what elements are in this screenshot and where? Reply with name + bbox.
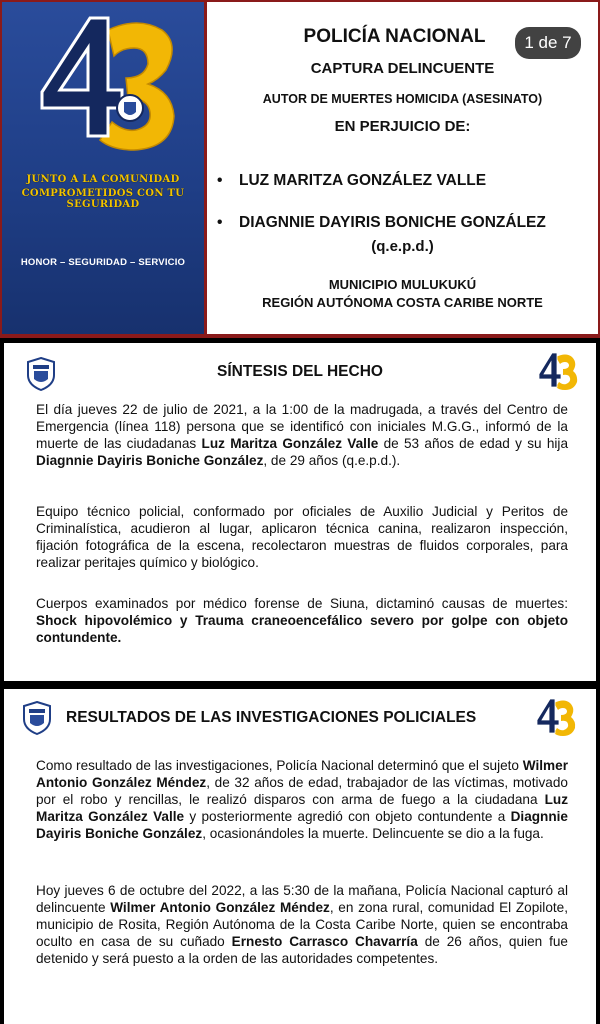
- motto-line-1: JUNTO A LA COMUNIDAD: [26, 174, 180, 185]
- results-paragraph-2: [36, 882, 568, 967]
- bullet-icon: •: [217, 214, 223, 231]
- synthesis-paragraph-3: [36, 595, 568, 646]
- text: , de 32 años de edad, trabajador de las víctimas, motivado por el robo y rencillas, le realizó disparos con arma de fuego a la ciudadana: [36, 775, 568, 807]
- victim-name: Luz Maritza González Valle: [201, 436, 379, 451]
- synthesis-paragraph-1: [36, 401, 568, 469]
- text: de 26 años, quien fue detenido y será puesto a la orden de las autoridades competentes.: [36, 934, 568, 966]
- results-card: [4, 689, 596, 1024]
- text: El día jueves 22 de julio de 2021, a la 1:00 de la madrugada, a través del Centro de Emergencia (línea 118) persona que se identificó con iniciales M.G.G., informó de la muerte de las ciudadanas: [36, 402, 568, 451]
- text: Como resultado de las investigaciones, Policía Nacional determinó que el sujeto: [36, 758, 523, 773]
- synthesis-card: [4, 343, 596, 681]
- victim-name: Diagnnie Dayiris Boniche González: [36, 453, 264, 468]
- results-paragraph-1: [36, 757, 568, 842]
- victim-name-2: DIAGNNIE DAYIRIS BONICHE GONZÁLEZ: [239, 214, 546, 231]
- text: , de 29 años (q.e.p.d.).: [263, 453, 401, 468]
- suspect-name: Wilmer Antonio González Méndez: [36, 758, 568, 790]
- text: Cuerpos examinados por médico forense de Siuna, dictaminó causas de muertes:: [36, 596, 568, 611]
- page-counter-badge: 1 de 7: [515, 27, 581, 59]
- motto-line-2: COMPROMETIDOS CON TU SEGURIDAD: [21, 188, 185, 210]
- region: REGIÓN AUTÓNOMA COSTA CARIBE NORTE: [262, 295, 543, 310]
- text: Hoy jueves 6 de octubre del 2022, a las 5:30 de la mañana, Policía Nacional capturó al delincuente: [36, 883, 568, 915]
- detainee-name: Ernesto Carrasco Chavarría: [231, 934, 418, 949]
- synthesis-paragraph-2: Equipo técnico policial, conformado por oficiales de Auxilio Judicial y Peritos de Criminalística, acudieron al lugar, aplicaron técnica canina, realizaron inspección, fijación fotográfica de la escena, recolectaron muestras de fluidos corporales, para realizar peritajes químico y biológico.: [36, 504, 568, 570]
- capture-subtitle: CAPTURA DELINCUENTE: [310, 60, 495, 77]
- bullet-icon: •: [217, 172, 223, 189]
- section-title: SÍNTESIS DEL HECHO: [217, 363, 383, 380]
- anniversary-43-small-logo: [536, 697, 576, 737]
- text: , en zona rural, comunidad El Zopilote, municipio de Rosita, Región Autónoma de la Costa Caribe Norte, quien se encontraba oculto en casa de su cuñado: [36, 900, 568, 949]
- honor-slogan: HONOR – SEGURIDAD – SERVICIO: [20, 257, 186, 268]
- municipality: MUNICIPIO MULUKUKÚ: [328, 277, 477, 292]
- text: de 53 años de edad y su hija: [378, 436, 569, 451]
- crime-description: AUTOR DE MUERTES HOMICIDA (ASESINATO): [262, 92, 543, 106]
- police-shield-icon: [22, 701, 52, 735]
- victim-name: Luz Maritza González Valle: [36, 792, 568, 824]
- text: , ocasionándoles la muerte. Delincuente se dio a la fuga.: [202, 826, 544, 841]
- victim-item-2: [217, 214, 597, 232]
- victim-name-1: LUZ MARITZA GONZÁLEZ VALLE: [239, 172, 487, 189]
- victim-item-1: [217, 172, 597, 190]
- qepd-note: (q.e.p.d.): [371, 238, 434, 255]
- anniversary-43-small-logo: [538, 351, 578, 391]
- victim-name: Diagnnie Dayiris Boniche González: [36, 809, 568, 841]
- institution-title: POLICÍA NACIONAL: [303, 26, 486, 47]
- cause-of-death: Shock hipovolémico y Trauma craneoencefálico severo por golpe con objeto contundente.: [36, 613, 568, 645]
- logo-panel: [2, 2, 204, 334]
- prejudice-heading: EN PERJUICIO DE:: [334, 118, 471, 135]
- section-title: RESULTADOS DE LAS INVESTIGACIONES POLICIALES: [66, 709, 477, 726]
- anniversary-43-logo: [38, 8, 188, 158]
- suspect-name: Wilmer Antonio González Méndez: [110, 900, 330, 915]
- text: y posteriormente agredió con objeto contundente a: [184, 809, 511, 824]
